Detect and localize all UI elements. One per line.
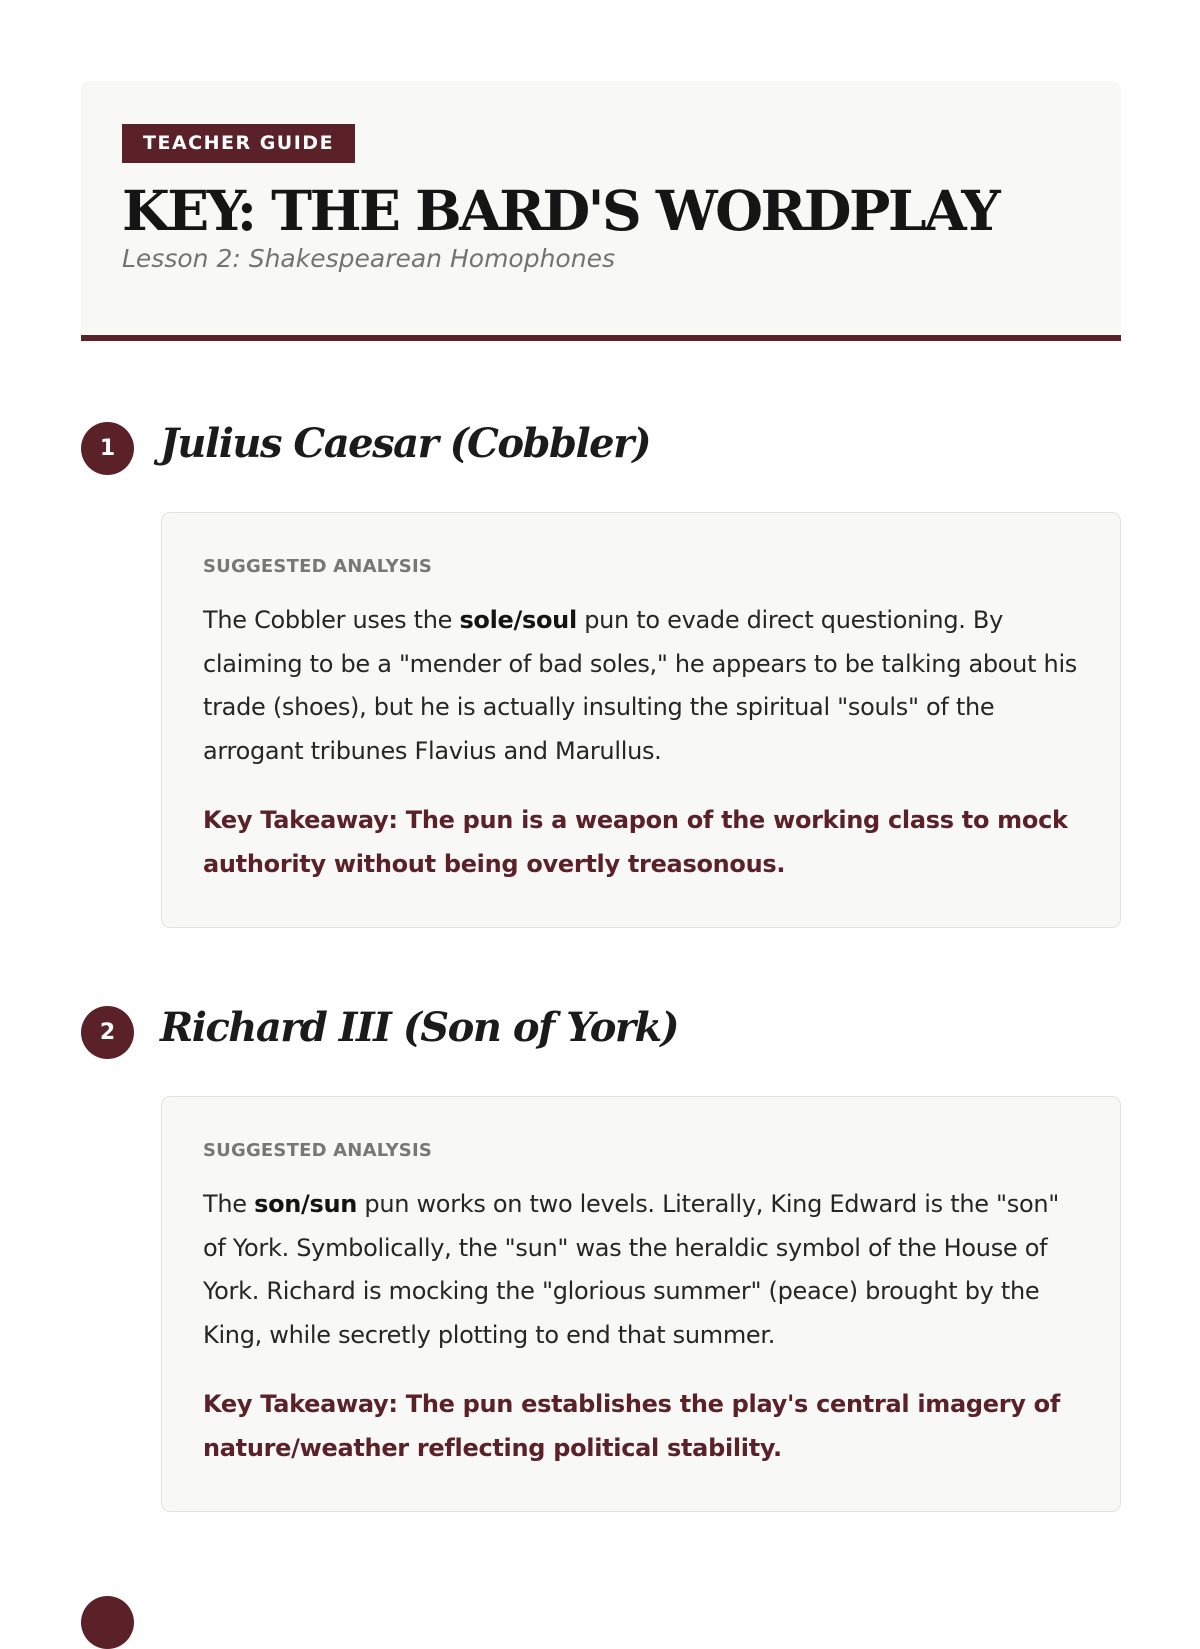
teacher-guide-badge: TEACHER GUIDE [122,124,355,163]
analysis-text: The Cobbler uses the sole/soul pun to evade direct questioning. By claiming to be a "mender of bad soles," he appears to be talking about his trade (shoes), but he is actually insulting the spiritual "souls" of the arrogant tribunes Flavius and Marullus. [203,606,1078,765]
key-takeaway: Key Takeaway: The pun is a weapon of the working class to mock authority without being overtly treasonous. [203,806,1068,878]
guide-header [81,81,1121,341]
section-number-3 [81,1596,134,1649]
page-title: KEY: THE BARD'S WORDPLAY [122,178,999,243]
analysis-label: SUGGESTED ANALYSIS [203,556,433,577]
section-title-2: Richard III (Son of York) [160,1004,679,1051]
analysis-card-1 [161,512,1121,928]
section-number-2: 2 [81,1006,134,1059]
analysis-text: The son/sun pun works on two levels. Literally, King Edward is the "son" of York. Symbolically, the "sun" was the heraldic symbol of the House of York. Richard is mocking the "glorious summer" (peace) brought by the King, while secretly plotting to end that summer. [203,1190,1059,1349]
section-number-1: 1 [81,422,134,475]
analysis-label: SUGGESTED ANALYSIS [203,1140,433,1161]
lesson-subtitle: Lesson 2: Shakespearean Homophones [122,244,615,273]
section-title-1: Julius Caesar (Cobbler) [160,420,651,467]
key-takeaway: Key Takeaway: The pun establishes the play's central imagery of nature/weather reflecting political stability. [203,1390,1061,1462]
pun-term: sole/soul [459,606,577,634]
pun-term: son/sun [254,1190,358,1218]
analysis-card-2 [161,1096,1121,1512]
